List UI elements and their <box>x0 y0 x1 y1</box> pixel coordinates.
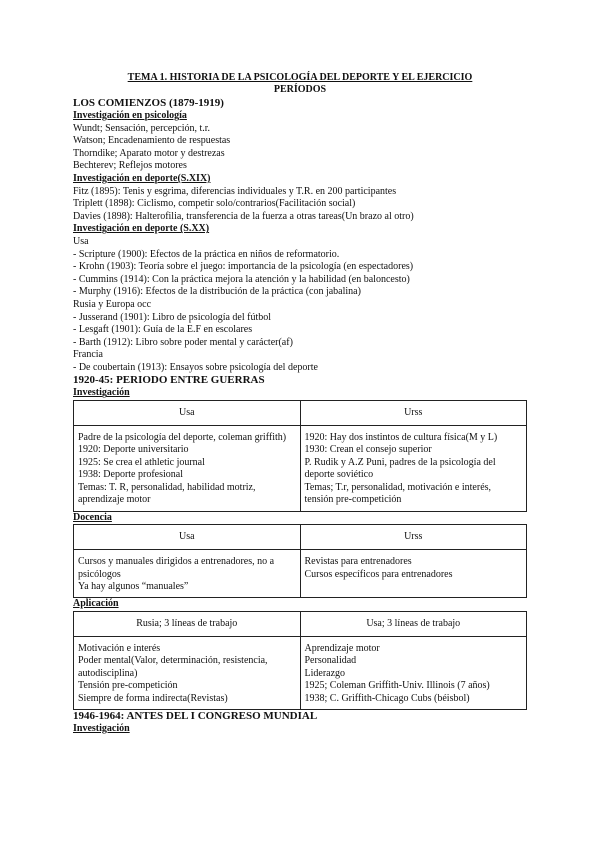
table-row <box>74 550 527 598</box>
table-header-row <box>74 611 527 636</box>
table-header-cell: Usa <box>74 525 301 550</box>
table-row <box>74 426 527 511</box>
list-inv-psicologia <box>73 123 527 173</box>
cell-line: Revistas para entrenadores <box>304 556 412 568</box>
section-heading-entre-guerras: 1920-45: PERIODO ENTRE GUERRAS <box>73 374 265 387</box>
table-row <box>74 636 527 709</box>
table-header-cell: Rusia; 3 líneas de trabajo <box>74 611 301 636</box>
cell-line: 1925: Se crea el athletic journal <box>78 456 205 468</box>
list-item: Francia <box>73 349 103 361</box>
table-header-cell: Urss <box>300 401 527 426</box>
list-item: - Cummins (1914): Con la práctica mejora la atención y la habilidad (en baloncesto) <box>73 273 410 285</box>
list-item: - Krohn (1903): Teoría sobre el juego: importancia de la psicología (en espectadores) <box>73 261 414 273</box>
table-header-row <box>74 525 527 550</box>
cell-line: 1938; C. Griffith-Chicago Cubs (béisbol) <box>304 692 470 704</box>
table-header-cell: Usa <box>74 401 301 426</box>
list-item: Watson; Encadenamiento de respuestas <box>73 135 231 147</box>
list-inv-deporte-sxix <box>73 186 527 224</box>
document-title: TEMA 1. HISTORIA DE LA PSICOLOGÍA DEL DEPORTE Y EL EJERCICIO <box>127 72 473 83</box>
cell-line: 1920: Deporte universitario <box>78 444 189 456</box>
list-item: - Barth (1912): Libro sobre poder mental y carácter(af) <box>73 336 293 348</box>
list-item: Davies (1898): Halterofilia, transferencia de la fuerza a otras tareas(Un brazo al otro) <box>73 210 414 222</box>
cell-line: 1930: Crean el consejo superior <box>304 444 432 456</box>
list-item: Fitz (1895): Tenis y esgrima, diferencias individuales y T.R. en 200 participantes <box>73 185 397 197</box>
table-header-row <box>74 401 527 426</box>
list-item: Bechterev; Reflejos motores <box>73 160 187 172</box>
table-investigacion <box>73 400 527 511</box>
cell-line: Motivación e interés <box>78 642 161 654</box>
subheading-aplicacion: Aplicación <box>73 598 119 610</box>
cell-line: Tensión pre-competición <box>78 680 178 692</box>
subheading-inv-deporte-sxx: Investigación en deporte (S.XX) <box>73 223 210 235</box>
table-cell-left <box>74 426 301 511</box>
cell-line: Aprendizaje motor <box>304 642 380 654</box>
section-heading-antes-congreso: 1946-1964: ANTES DEL I CONGRESO MUNDIAL <box>73 709 318 722</box>
table-header-cell: Usa; 3 líneas de trabajo <box>300 611 527 636</box>
cell-line: Cursos y manuales dirigidos a entrenadores, no a psicólogos <box>78 556 275 580</box>
subheading-investigacion-2: Investigación <box>73 722 130 734</box>
list-item: Usa <box>73 235 89 247</box>
cell-line: Temas: T. R, personalidad, habilidad motriz, aprendizaje motor <box>78 481 256 506</box>
cell-line: P. Rudik y A.Z Puni, padres de la psicología del deporte soviético <box>304 456 496 481</box>
table-aplicacion <box>73 611 527 710</box>
subheading-investigacion: Investigación <box>73 387 130 399</box>
cell-line: Ya hay algunos “manuales” <box>78 580 189 592</box>
cell-line: Liderazgo <box>304 667 346 679</box>
document-subtitle: PERÍODOS <box>273 84 327 95</box>
table-header-cell: Urss <box>300 525 527 550</box>
table-cell-right <box>300 550 527 598</box>
cell-line: Temas; T.r, personalidad, motivación e interés, tensión pre-competición <box>304 481 492 506</box>
subheading-inv-psicologia: Investigación en psicología <box>73 110 187 121</box>
list-item: - Lesgaft (1901): Guía de la E.F en escolares <box>73 324 253 336</box>
table-cell-left <box>74 636 301 709</box>
cell-line: Padre de la psicología del deporte, coleman griffith) <box>78 432 287 444</box>
subheading-inv-deporte-sxix: Investigación en deporte(S.XIX) <box>73 172 211 184</box>
table-cell-left <box>74 550 301 598</box>
list-item: Wundt; Sensación, percepción, t.r. <box>73 122 211 134</box>
cell-line: 1925; Coleman Griffith-Univ. Illinois (7 años) <box>304 680 490 692</box>
cell-line: Personalidad <box>304 655 357 667</box>
cell-line: 1938: Deporte profesional <box>78 469 183 481</box>
list-item: Rusia y Europa occ <box>73 298 152 310</box>
list-item: Triplett (1898): Ciclismo, competir solo/contrarios(Facilitación social) <box>73 198 356 210</box>
table-cell-right <box>300 636 527 709</box>
section-heading-comienzos: LOS COMIENZOS (1879-1919) <box>73 97 224 109</box>
cell-line: Cursos específicos para entrenadores <box>304 568 453 580</box>
cell-line: Siempre de forma indirecta(Revistas) <box>78 692 228 704</box>
list-item: Thorndike; Aparato motor y destrezas <box>73 147 225 159</box>
table-docencia <box>73 524 527 598</box>
list-item: - Scripture (1900): Efectos de la práctica en niños de reformatorio. <box>73 248 340 260</box>
subheading-docencia: Docencia <box>73 511 112 523</box>
cell-line: Poder mental(Valor, determinación, resistencia, autodisciplina) <box>78 655 268 679</box>
list-item: - Murphy (1916): Efectos de la distribución de la práctica (con jabalina) <box>73 286 361 298</box>
table-cell-right <box>300 426 527 511</box>
list-item: - Jusserand (1901): Libro de psicología del fútbol <box>73 311 272 323</box>
list-inv-deporte-sxx <box>73 236 527 375</box>
cell-line: 1920: Hay dos instintos de cultura física(M y L) <box>304 432 498 444</box>
list-item: - De coubertain (1913): Ensayos sobre psicología del deporte <box>73 361 318 373</box>
